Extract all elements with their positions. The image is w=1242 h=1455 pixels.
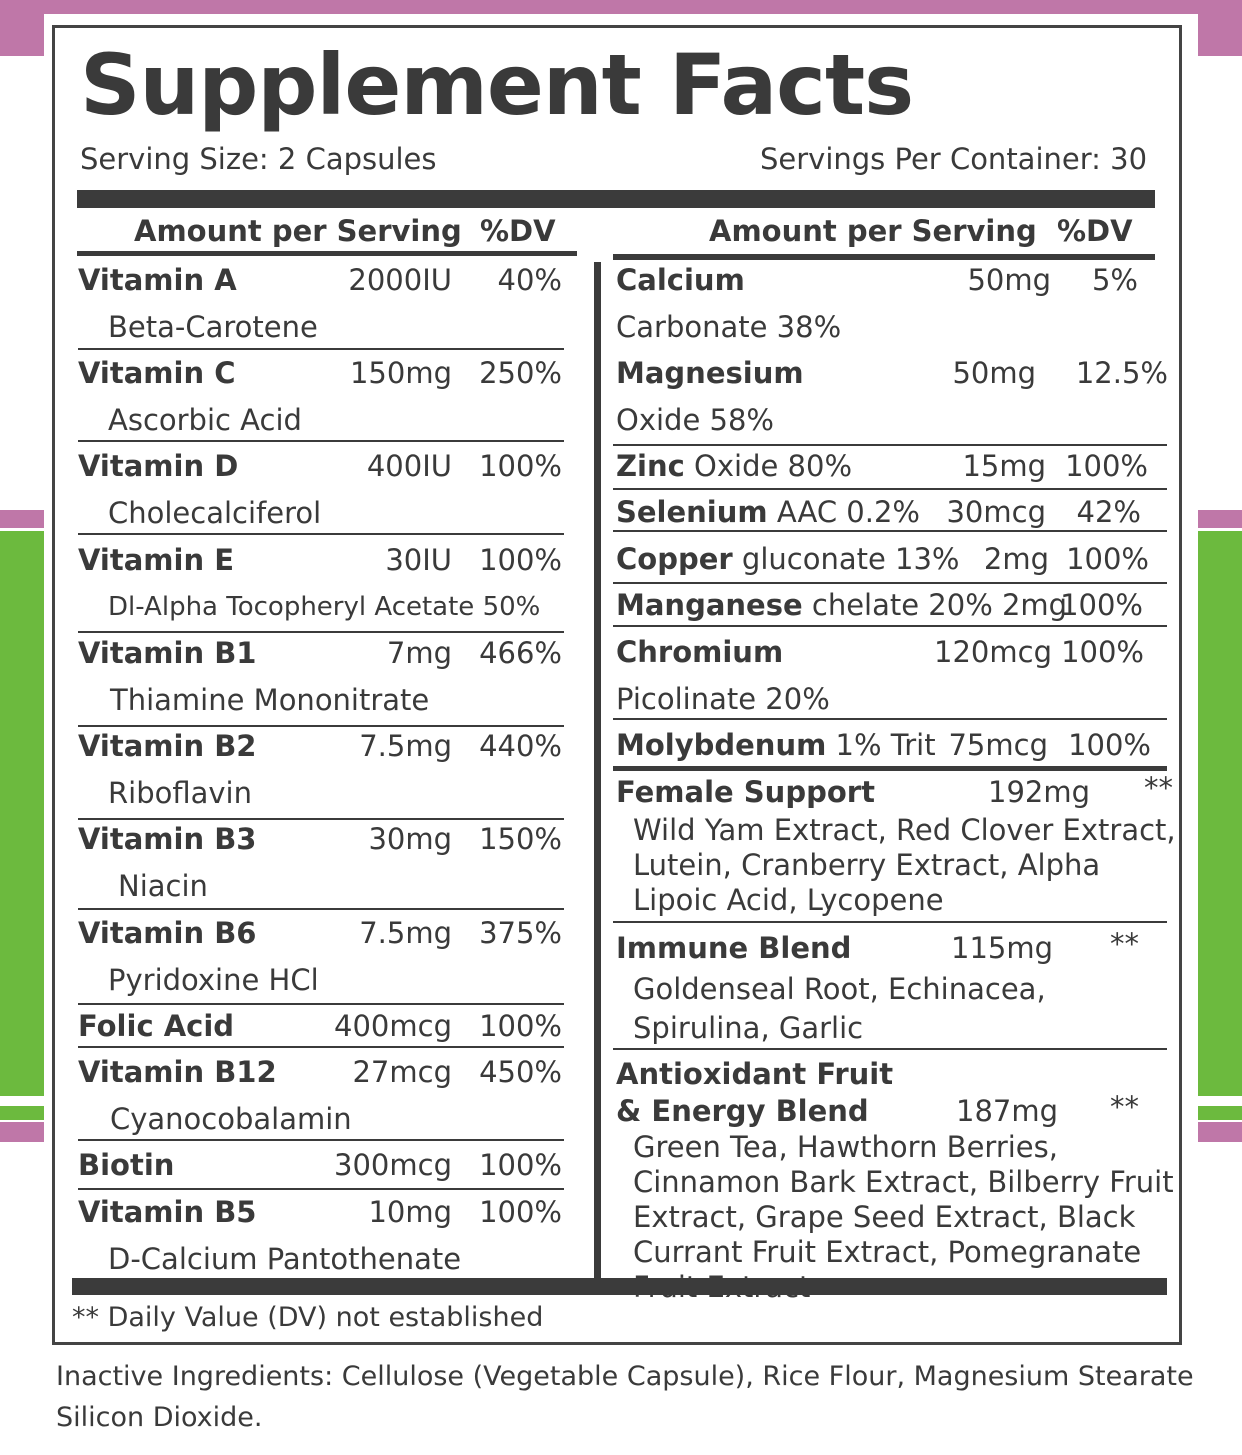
mineral-dv: 100% bbox=[1066, 542, 1149, 576]
right-pink-stripe-bottom bbox=[1198, 1122, 1242, 1142]
row-divider bbox=[613, 718, 1167, 720]
right-header-rule bbox=[613, 254, 1155, 260]
nutrient-name: Vitamin B3 bbox=[78, 822, 257, 856]
page-title: Supplement Facts bbox=[80, 36, 914, 134]
mineral-amount: 120mcg bbox=[934, 635, 1052, 669]
mineral-form: chelate 20% 2mg bbox=[802, 588, 1068, 622]
nutrient-amount: 7mg bbox=[386, 636, 452, 670]
mineral-dv: 100% bbox=[1068, 728, 1151, 762]
nutrient-amount: 27mcg bbox=[352, 1055, 452, 1089]
row-divider bbox=[78, 533, 564, 535]
row-divider bbox=[78, 440, 564, 442]
left-header-dv: %DV bbox=[480, 214, 556, 248]
blend-amount: 187mg bbox=[956, 1094, 1059, 1128]
nutrient-amount: 30IU bbox=[385, 543, 452, 577]
nutrient-name: Vitamin B2 bbox=[78, 729, 257, 763]
nutrient-dv: 466% bbox=[479, 636, 562, 670]
blend-amount: 115mg bbox=[951, 931, 1054, 965]
blend-dv: ** bbox=[1144, 771, 1173, 805]
mineral-row-label bbox=[616, 727, 936, 763]
row-divider bbox=[78, 818, 564, 820]
mineral-row-label bbox=[616, 448, 852, 484]
nutrient-amount: 400IU bbox=[366, 449, 452, 483]
mineral-dv: 100% bbox=[1060, 588, 1143, 622]
nutrient-name: Vitamin D bbox=[78, 449, 239, 483]
blend-ingredients: Green Tea, Hawthorn Berries, Cinnamon Bark Extract, Bilberry Fruit Extract, Grape Seed Extract, Black Currant Fruit Extract, Pomegranate bbox=[633, 1130, 1174, 1269]
nutrient-source: Ascorbic Acid bbox=[108, 403, 302, 437]
mineral-form: 1% Trit bbox=[826, 728, 936, 762]
row-divider bbox=[613, 582, 1167, 584]
mineral-name: Magnesium bbox=[616, 356, 804, 390]
mineral-source: Oxide 58% bbox=[616, 403, 774, 437]
mineral-source: Carbonate 38% bbox=[616, 310, 842, 344]
top-thick-rule bbox=[77, 190, 1155, 208]
mineral-amount: 50mg bbox=[967, 263, 1051, 297]
nutrient-source: Cyanocobalamin bbox=[110, 1102, 352, 1136]
nutrient-dv: 150% bbox=[479, 822, 562, 856]
mineral-name: Calcium bbox=[616, 263, 745, 297]
mineral-form: Oxide 80% bbox=[684, 449, 853, 483]
mineral-row-label bbox=[616, 587, 1067, 623]
nutrient-amount: 150mg bbox=[349, 356, 452, 390]
nutrient-amount: 7.5mg bbox=[359, 729, 452, 763]
nutrient-dv: 250% bbox=[479, 356, 562, 390]
row-divider bbox=[613, 488, 1167, 490]
nutrient-dv: 100% bbox=[479, 1195, 562, 1229]
nutrient-source: Thiamine Mononitrate bbox=[110, 683, 430, 717]
row-divider bbox=[78, 1139, 564, 1141]
left-green-panel bbox=[0, 531, 44, 1096]
blend-dv: ** bbox=[1110, 927, 1139, 961]
mineral-dv: 100% bbox=[1065, 449, 1148, 483]
nutrient-amount: 7.5mg bbox=[359, 916, 452, 950]
left-pink-stripe-bottom bbox=[0, 1122, 44, 1142]
nutrient-dv: 100% bbox=[479, 1009, 562, 1043]
mineral-row-label bbox=[616, 355, 804, 391]
row-divider bbox=[613, 1048, 1167, 1050]
mineral-name: Molybdenum bbox=[616, 728, 827, 762]
right-pink-stripe bbox=[1198, 510, 1242, 528]
top-pink-band bbox=[0, 0, 1242, 14]
row-divider bbox=[613, 921, 1167, 923]
blend-name: & Energy Blend bbox=[616, 1094, 869, 1128]
right-pink-band bbox=[1198, 0, 1242, 56]
right-header-dv: %DV bbox=[1057, 214, 1133, 248]
mineral-name: Zinc bbox=[616, 449, 685, 483]
right-header-amount: Amount per Serving bbox=[709, 214, 1037, 248]
mineral-form: AAC 0.2% bbox=[767, 495, 920, 529]
blend-section-rule bbox=[613, 766, 1167, 771]
servings-per-container: Servings Per Container: 30 bbox=[760, 142, 1148, 176]
mineral-amount: 30mcg bbox=[946, 495, 1046, 529]
nutrient-amount: 30mg bbox=[368, 822, 452, 856]
nutrient-name: Biotin bbox=[78, 1148, 175, 1182]
mineral-form: gluconate 13% bbox=[732, 542, 960, 576]
mineral-dv: 42% bbox=[1076, 495, 1141, 529]
blend-amount: 192mg bbox=[988, 775, 1091, 809]
mineral-row-label bbox=[616, 262, 745, 298]
nutrient-source: Beta-Carotene bbox=[108, 310, 318, 344]
nutrient-source: Cholecalciferol bbox=[108, 496, 322, 530]
nutrient-name: Vitamin C bbox=[78, 356, 236, 390]
nutrient-amount: 300mcg bbox=[334, 1148, 452, 1182]
mineral-dv: 5% bbox=[1091, 263, 1138, 297]
nutrient-amount: 2000IU bbox=[348, 263, 452, 297]
left-pink-stripe bbox=[0, 510, 44, 528]
nutrient-source: Dl-Alpha Tocopheryl Acetate 50% bbox=[108, 592, 541, 622]
bottom-thick-rule bbox=[72, 1278, 1167, 1295]
row-divider bbox=[613, 444, 1167, 446]
serving-size: Serving Size: 2 Capsules bbox=[80, 142, 437, 176]
row-divider bbox=[613, 530, 1167, 532]
blend-ingredients: Wild Yam Extract, Red Clover Extract, Lutein, Cranberry Extract, Alpha Lipoic Acid, Lycopene bbox=[633, 813, 1176, 917]
row-divider bbox=[78, 725, 564, 727]
nutrient-source: Riboflavin bbox=[108, 776, 252, 810]
mineral-dv: 100% bbox=[1061, 635, 1144, 669]
row-divider bbox=[78, 348, 564, 350]
mineral-row-label bbox=[616, 494, 920, 530]
nutrient-dv: 100% bbox=[479, 449, 562, 483]
nutrient-name: Vitamin B12 bbox=[78, 1055, 277, 1089]
mineral-amount: 15mg bbox=[962, 449, 1046, 483]
nutrient-name: Vitamin B6 bbox=[78, 916, 257, 950]
nutrient-source: D-Calcium Pantothenate bbox=[108, 1242, 462, 1276]
mineral-dv: 12.5% bbox=[1075, 356, 1168, 390]
nutrient-name: Vitamin E bbox=[78, 543, 235, 577]
nutrient-dv: 375% bbox=[479, 916, 562, 950]
footnote: ** Daily Value (DV) not established bbox=[72, 1302, 544, 1333]
left-green-stripe bbox=[0, 1106, 44, 1120]
blend-name: Immune Blend bbox=[616, 931, 852, 965]
mineral-source: Picolinate 20% bbox=[616, 682, 830, 716]
row-divider bbox=[613, 625, 1167, 627]
mineral-row-label bbox=[616, 634, 783, 670]
left-pink-band bbox=[0, 0, 44, 56]
mineral-name: Copper bbox=[616, 542, 733, 576]
left-header-rule bbox=[77, 251, 577, 256]
blend-name-line1: Antioxidant Fruit bbox=[616, 1057, 894, 1091]
nutrient-amount: 400mcg bbox=[334, 1009, 452, 1043]
mineral-amount: 75mcg bbox=[948, 728, 1048, 762]
mineral-amount: 50mg bbox=[952, 356, 1036, 390]
mineral-name: Manganese bbox=[616, 588, 803, 622]
nutrient-name: Folic Acid bbox=[78, 1009, 235, 1043]
mineral-name: Selenium bbox=[616, 495, 768, 529]
nutrient-source: Pyridoxine HCl bbox=[108, 963, 319, 997]
left-header-amount: Amount per Serving bbox=[134, 214, 462, 248]
column-divider bbox=[594, 262, 601, 1278]
row-divider bbox=[78, 1188, 564, 1190]
nutrient-dv: 40% bbox=[497, 263, 562, 297]
nutrient-dv: 440% bbox=[479, 729, 562, 763]
mineral-name: Chromium bbox=[616, 635, 784, 669]
row-divider bbox=[78, 1003, 564, 1005]
row-divider bbox=[78, 1046, 564, 1048]
right-green-stripe bbox=[1198, 1106, 1242, 1120]
right-green-panel bbox=[1198, 531, 1242, 1096]
nutrient-amount: 10mg bbox=[368, 1195, 452, 1229]
nutrient-dv: 100% bbox=[479, 1148, 562, 1182]
row-divider bbox=[78, 631, 564, 633]
inactive-ingredients: Inactive Ingredients: Cellulose (Vegetable Capsule), Rice Flour, Magnesium Stearate Silicon Dioxide. bbox=[56, 1361, 1194, 1433]
mineral-amount: 2mg bbox=[983, 542, 1049, 576]
nutrient-source: Niacin bbox=[118, 869, 208, 903]
blend-dv: ** bbox=[1110, 1090, 1139, 1124]
nutrient-name: Vitamin A bbox=[78, 263, 237, 297]
row-divider bbox=[78, 908, 564, 910]
mineral-row-label bbox=[616, 541, 960, 577]
nutrient-name: Vitamin B5 bbox=[78, 1195, 257, 1229]
blend-ingredients: Goldenseal Root, Echinacea, Spirulina, Garlic bbox=[633, 972, 1046, 1045]
nutrient-dv: 450% bbox=[479, 1055, 562, 1089]
blend-name: Female Support bbox=[616, 775, 875, 809]
nutrient-name: Vitamin B1 bbox=[78, 636, 257, 670]
nutrient-dv: 100% bbox=[479, 543, 562, 577]
